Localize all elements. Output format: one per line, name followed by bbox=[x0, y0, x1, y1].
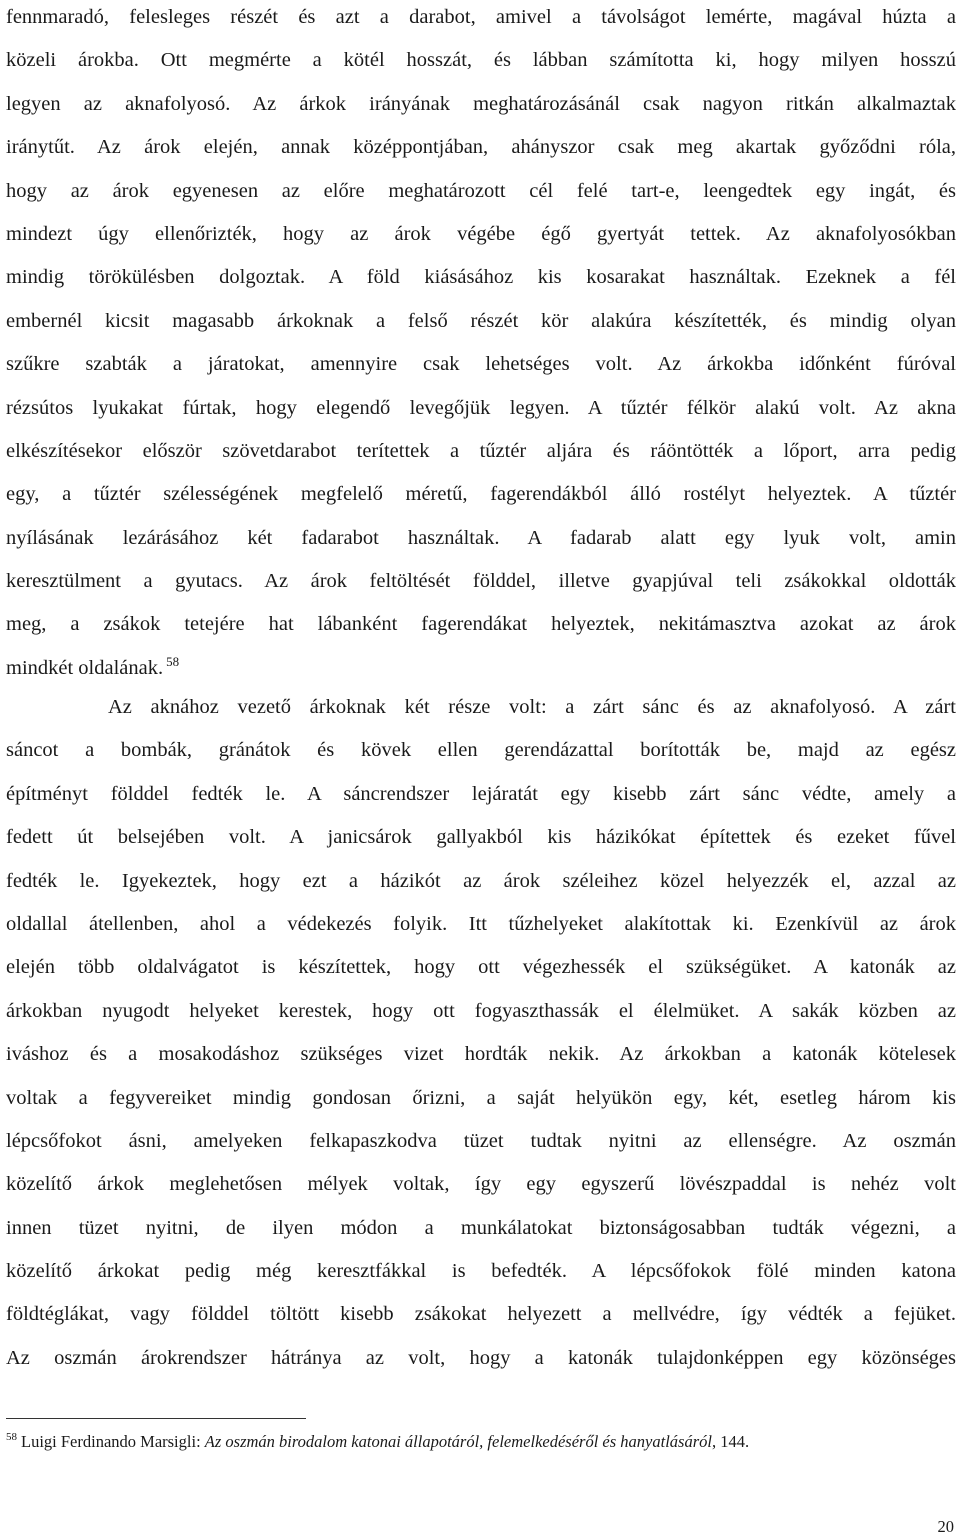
text-line: közeli árokba. Ott megmérte a kötél hosszát, és lábban számította ki, hogy milyen hosszú bbox=[6, 49, 956, 72]
text-line: Az oszmán árokrendszer hátránya az volt, hogy a katonák tulajdonképpen egy közönséges bbox=[6, 1346, 956, 1369]
text-line: szűkre szabták a járatokat, amennyire csak lehetséges volt. Az árkokba időnként fúróval bbox=[6, 353, 956, 376]
text-line: sáncot a bombák, gránátok és kövek ellen gerendázattal borították be, majd az egész bbox=[6, 739, 956, 762]
text-line-last bbox=[6, 647, 956, 690]
text-line: fedték le. Igyekeztek, hogy ezt a házikót az árok széleihez közel helyezzék el, azzal az bbox=[6, 869, 956, 892]
footnote bbox=[6, 1430, 956, 1456]
text-line: lépcsőfokot ásni, amelyeken felkapaszkodva tüzet tudtak nyitni az ellenségre. Az oszmán bbox=[6, 1129, 956, 1152]
text-line: közelítő árkok meglehetősen mélyek voltak, így egy egyszerű lövészpaddal is nehéz volt bbox=[6, 1173, 956, 1196]
footnote-page: , 144. bbox=[711, 1432, 750, 1451]
text-line: nyílásának lezárásához két fadarabot használtak. A fadarab alatt egy lyuk volt, amin bbox=[6, 526, 956, 549]
text-line: keresztülment a gyutacs. Az árok feltöltését földdel, illetve gyapjúval teli zsákokkal oldották bbox=[6, 570, 956, 593]
text-line: fennmaradó, felesleges részét és azt a darabot, amivel a távolságot lemérte, magával húzta a bbox=[6, 6, 956, 28]
text-line-content: mindkét oldalának. bbox=[6, 656, 164, 679]
text-line: hogy az árok egyenesen az előre meghatározott cél felé tart-e, leengedtek egy ingát, és bbox=[6, 179, 956, 202]
text-line: legyen az aknafolyosó. Az árkok irányának meghatározásánál csak nagyon ritkán alkalmaztak bbox=[6, 92, 956, 115]
paragraph-2 bbox=[6, 686, 956, 1380]
text-line: elkészítésekor először szövetdarabot terítettek a tűztér aljára és ráöntötték a lőport, arra pedig bbox=[6, 439, 956, 462]
text-line: mindig törökülésben dolgoztak. A föld kiásásához kis kosarakat használtak. Ezeknek a fél bbox=[6, 266, 956, 289]
text-line: meg, a zsákok tetejére hat lábanként fagerendákat helyeztek, nekitámasztva azokat az árok bbox=[6, 613, 956, 636]
text-line: embernél kicsit magasabb árkoknak a felső részét kör alakúra készítették, és mindig olyan bbox=[6, 309, 956, 332]
footnote-title: Az oszmán birodalom katonai állapotáról, felemelkedéséről és hanyatlásáról bbox=[204, 1432, 712, 1451]
text-line: innen tüzet nyitni, de ilyen módon a munkálatokat biztonságosabban tudták végezni, a bbox=[6, 1216, 956, 1239]
text-line: mindezt úgy ellenőrizték, hogy az árok végébe égő gyertyát tettek. Az aknafolyosókban bbox=[6, 222, 956, 245]
text-line: földtéglákat, vagy földdel töltött kisebb zsákokat helyezett a mellvédre, így védték a fejüket. bbox=[6, 1303, 956, 1326]
text-line: elején több oldalvágatot is készítettek, hogy ott végezhessék el szükségüket. A katonák az bbox=[6, 956, 956, 979]
footnote-reference[interactable]: 58 bbox=[166, 653, 180, 669]
text-line: egy, a tűztér szélességének megfelelő méretű, fagerendákból álló rostélyt helyeztek. A tűztér bbox=[6, 483, 956, 506]
text-line: iváshoz és a mosakodáshoz szükséges vizet hordták nekik. Az árkokban a katonák kötelesek bbox=[6, 1043, 956, 1066]
text-line: közelítő árkokat pedig még keresztfákkal is befedték. A lépcsőfokok fölé minden katona bbox=[6, 1260, 956, 1283]
text-line: építményt földdel fedték le. A sáncrendszer lejáratát egy kisebb zárt sánc védte, amely a bbox=[6, 782, 956, 805]
footnote-separator bbox=[6, 1418, 306, 1419]
text-line: rézsútos lyukakat fúrtak, hogy elegendő levegőjük legyen. A tűztér félkör alakú volt. Az akna bbox=[6, 396, 956, 419]
paragraph-1 bbox=[6, 0, 956, 690]
text-line: voltak a fegyvereiket mindig gondosan őrizni, a saját helyükön egy, két, esetleg három kis bbox=[6, 1086, 956, 1109]
text-line: árkokban nyugodt helyeket kerestek, hogy ott fogyaszthassák el élelmüket. A sakák közben az bbox=[6, 999, 956, 1022]
page-number: 20 bbox=[937, 1517, 954, 1536]
text-line: fedett út belsejében volt. A janicsárok gallyakból kis házikókat építettek és ezeket fűvel bbox=[6, 826, 956, 849]
text-line: iránytűt. Az árok elején, annak középpontjában, ahányszor csak meg akartak győződni róla, bbox=[6, 136, 956, 159]
footnote-number: 58 bbox=[6, 1431, 17, 1443]
text-line: oldallal átellenben, ahol a védekezés folyik. Itt tűzhelyeket alakítottak ki. Ezenkívül az árok bbox=[6, 912, 956, 935]
text-line-indented: Az aknához vezető árkoknak két része volt: a zárt sánc és az aknafolyosó. A zárt bbox=[108, 696, 956, 718]
footnote-author: Luigi Ferdinando Marsigli: bbox=[21, 1432, 205, 1451]
